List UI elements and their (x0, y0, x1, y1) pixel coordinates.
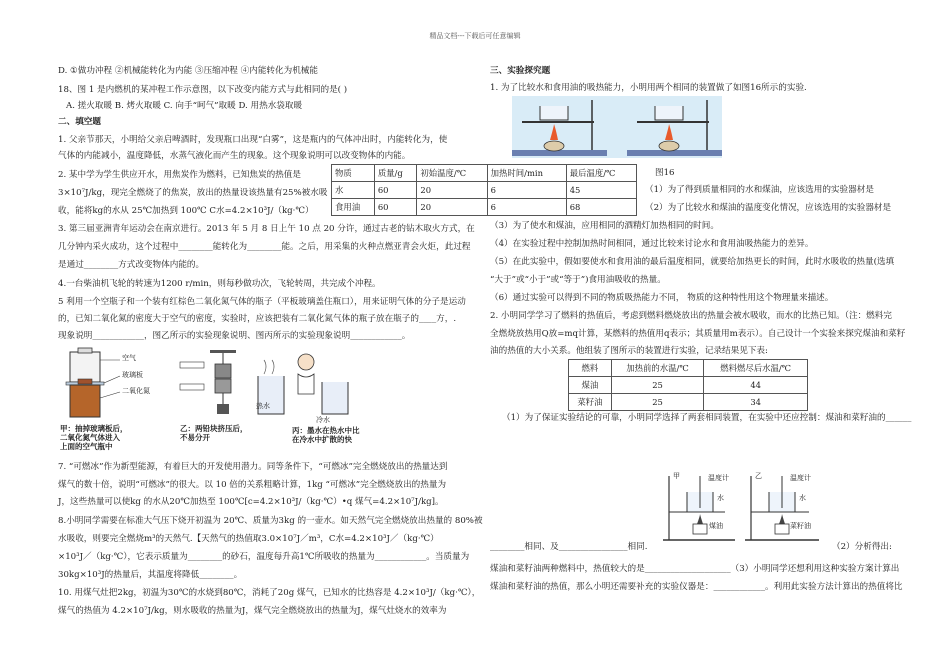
fig16-label: 图16 (655, 168, 675, 178)
q5-line1: 5 利用一个空瓶子和一个装有红棕色二氧化氮气体的瓶子（平板玻璃盖住瓶口），用来证明气体的分子是运动 (58, 297, 466, 307)
q7-line1: 7. “可燃冰”作为新型能源，有着巨大的开发使用潜力。同等条件下，“可燃冰”完全燃烧放出的热量达到 (58, 462, 448, 472)
fig16-apparatus (512, 96, 722, 158)
table-cell: 25 (611, 377, 704, 394)
fuel-apparatus (663, 472, 823, 542)
heating-apparatus-illustration (512, 96, 722, 158)
q2-line1: 2. 某中学为学生供应开水，用焦炭作为燃料，已知焦炭的热值是 (58, 170, 301, 180)
table-header: 燃料燃尽后水温/℃ (704, 360, 808, 377)
q10-line1: 10. 用煤气灶把2kg，初温为30℃的水烧到80℃，消耗了20g 煤气，已知水的比热容是 4.2×10³J/（kg·℃）， (58, 588, 481, 598)
table-cell: 44 (704, 377, 808, 394)
q5-line3: 现象说明____________，图乙所示的实验现象说明、图丙所示的实验现象说明____________。 (58, 331, 411, 341)
table-header: 最后温度/℃ (566, 165, 636, 182)
table-cell: 68 (566, 199, 636, 216)
exp2-line1: 2. 小明同学学习了燃料的热值后，考虑到燃料燃烧放出的热量会被水吸收，而水的比热已知。（注：燃料完 (490, 311, 892, 321)
label-water-1: 水 (717, 494, 724, 502)
table-header: 质量/g (374, 165, 417, 182)
table-header: 初始温度/℃ (417, 165, 487, 182)
exp2-q3-line1: 煤油和菜籽油两种燃料中，热值较大的是____________________（3）小明同学还想利用这种实验方案计算出 (490, 564, 900, 574)
fuel-data-table (568, 359, 808, 411)
table-cell: 25 (611, 394, 704, 411)
q5-line2: 的，已知二氧化氮的密度大于空气的密度，实验时，应该把装有二氧化氮气体的瓶子放在瓶子的____方，. (58, 314, 457, 324)
q8-line4: 30kg×10³J的热量后，其温度将降低________。 (58, 570, 243, 580)
exp1-q2: （2）为了比较水和煤油的温度变化情况，应该选用的实验器材是 (645, 203, 892, 213)
label-thermometer-2: 温度计 (790, 474, 811, 482)
caption-jia-1: 甲：抽掉玻璃板后， (60, 424, 128, 433)
table-header-row (569, 360, 808, 377)
table-cell: 水 (332, 182, 375, 199)
label-yi: 乙 (755, 472, 762, 480)
q7-line3: J，这些热量可以使kg 的水从20℃加热至 100℃[c=4.2×10³J/（kg·℃）•q 煤气=4.2×10⁷J/kg]。 (58, 497, 444, 507)
label-rapeseed-oil: 菜籽油 (790, 522, 811, 530)
table-cell: 34 (704, 394, 808, 411)
q2-line2: 3×10⁷J/kg，现完全燃烧了的焦炭，放出的热量设该热量有25%被水吸 (58, 188, 328, 198)
q8-line1: 8.小明同学需要在标准大气压下烧开初温为 20℃、质量为3kg 的一壶水。如天然气完全燃烧放出热量的 80%被 (58, 516, 483, 526)
exp1-q1: （1）为了得到质量相同的水和煤油，应该选用的实验器材是 (645, 185, 874, 195)
label-no2: 二氧化氮 (122, 387, 150, 395)
exp2-line3: 油的热值的大小关系。他组装了图所示的装置进行实验，记录结果见下表: (490, 346, 768, 356)
option-d: D. ①做功冲程 ②机械能转化为内能 ③压缩冲程 ④内能转化为机械能 (58, 66, 318, 76)
q4-line: 4.一台柴油机飞轮的转速为1200 r/min，则每秒做功次，飞轮转周，共完成个冲程。 (58, 279, 381, 289)
q3-line3: 是通过________方式改变物体内能的。 (58, 260, 205, 270)
table-cell: 60 (374, 182, 417, 199)
label-cold-water: 冷水 (316, 416, 330, 424)
table-cell: 菜籽油 (569, 394, 612, 411)
table-cell: 煤油 (569, 377, 612, 394)
exp1-q4: （4）在实验过程中控制加热时间相同，通过比较来讨论水和食用油吸热能力的差异。 (490, 239, 814, 249)
question-18: 18、图 1 是内燃机的某冲程工作示意图，以下改变内能方式与此相同的是( ) (58, 85, 348, 95)
caption-jia-3: 上面的空气瓶中 (60, 442, 113, 451)
label-hot-water: 热水 (256, 402, 270, 410)
table-header-row (332, 165, 637, 182)
table-cell: 60 (374, 199, 417, 216)
question-18-options: A. 搓火取暖 B. 烤火取暖 C. 向手“呵气”取暖 D. 用热水袋取暖 (66, 101, 303, 111)
exp2-q2-label: （2）分析得出: (832, 542, 892, 552)
exp1-intro: 1. 为了比较水和食用油的吸热能力，小明用两个相同的装置做了如图16所示的实验. (490, 83, 807, 93)
q10-line2: 煤气的热值为 4.2×10⁷J/kg，则水吸收的热量为J，煤气完全燃烧放出的热量为J，煤气灶烧水的效率为 (58, 606, 447, 616)
label-water-2: 水 (799, 494, 806, 502)
table-cell: 食用油 (332, 199, 375, 216)
table-row (332, 182, 637, 199)
label-glass-plate: 玻璃板 (122, 371, 143, 379)
exp2-q2-blanks: ________相同、及________________相同. (490, 542, 648, 552)
table-cell: 45 (566, 182, 636, 199)
q1-line1: 1. 父亲节那天，小明给父亲启啤酒时，发现瓶口出现“白雾”，这是瓶内的气体冲出时，内能转化为，使 (58, 135, 448, 145)
table-row (569, 377, 808, 394)
exp2-q1: （1）为了保证实验结论的可靠，小明同学选择了两套相同装置，在实验中还应控制：煤油和菜籽油的______ (502, 413, 912, 423)
table-cell: 6 (487, 199, 566, 216)
absorption-data-table (331, 164, 637, 216)
exp1-q6: （6）通过实验可以得到不同的物质吸热能力不同， 物质的这种特性用这个物理量来描述。 (490, 293, 834, 303)
table-cell: 20 (417, 182, 487, 199)
table-cell: 20 (417, 199, 487, 216)
table-row (332, 199, 637, 216)
caption-bing-1: 丙：墨水在热水中比 (292, 426, 360, 435)
diffusion-figure (60, 346, 370, 451)
q7-line2: 煤气的数十倍，说明“可燃冰”的很大。以 10 倍的关系粗略计算，1kg “可燃冰”完全燃烧放出的热量为 (58, 480, 447, 490)
label-thermometer-1: 温度计 (708, 474, 729, 482)
exp1-q5-line1: （5）在此实验中，假如要使水和食用油的最后温度相同，就要给加热更长的时间，此时水吸收的热量(选填 (490, 257, 895, 267)
table-cell: 6 (487, 182, 566, 199)
section-experiment: 三、实验探究题 (490, 66, 551, 76)
label-air: 空气 (122, 354, 136, 362)
q3-line1: 3. 第三届亚洲青年运动会在南京进行。2013 年 5 月 8 日上午 10 点 20 分许，通过古老的钻木取火方式，在 (58, 224, 475, 234)
table-row (569, 394, 808, 411)
caption-jia-2: 二氧化氮气体进入 (60, 433, 120, 442)
exp1-q3: （3）为了使水和煤油，应用相同的酒精灯加热相同的时间。 (490, 221, 719, 231)
q8-line2: 水吸收，则要完全燃烧m³的天然气.【天然气的热值取3.0×10⁷J／m³，C水=4.2×10³J／（kg·℃） (58, 534, 439, 544)
page-header: 精品文档---下载后可任意编辑 (429, 32, 521, 40)
caption-yi-2: 不易分开 (180, 433, 210, 442)
section-fill-in: 二、填空题 (58, 117, 101, 127)
caption-bing-2: 在冷水中扩散的快 (292, 435, 352, 444)
label-jia: 甲 (673, 472, 680, 480)
table-header: 加热前的水温/℃ (611, 360, 704, 377)
table-header: 加热时间/min (487, 165, 566, 182)
table-header: 物质 (332, 165, 375, 182)
exp2-line2: 全燃烧放热用Q放=mq计算，某燃料的热值用q表示；其质量用m表示）。自己设计一个实验来探究煤油和菜籽 (490, 329, 906, 339)
exp1-q5-line2: “大于”或“小于”或“等于”)食用油吸收的热量。 (490, 275, 666, 285)
q2-line3: 收，能将kg的水从 25℃加热到 100℃ C水=4.2×10³J/（kg·℃） (58, 206, 314, 216)
q8-line3: ×10³J／（kg·℃），它表示质量为________的砂石，温度每升高1℃所吸收的热量为____________。当质量为 (58, 552, 470, 562)
table-header: 燃料 (569, 360, 612, 377)
q1-line2: 气体的内能减小，温度降低，水蒸气液化而产生的现象。这个现象说明可以改变物体的内能。 (58, 151, 411, 161)
exp2-q3-line2: 煤油和菜籽油的热值，那么小明还需要补充的实验仪器是：____________。利用此实验方法计算出的热值将比 (490, 582, 903, 592)
caption-yi-1: 乙：两铅块挤压后， (180, 424, 248, 433)
q3-line2: 几分钟内采火成功，这个过程中________能转化为________能。之后，用采集的火种点燃亚青会火炬，此过程 (58, 242, 471, 252)
label-kerosene: 煤油 (709, 522, 723, 530)
